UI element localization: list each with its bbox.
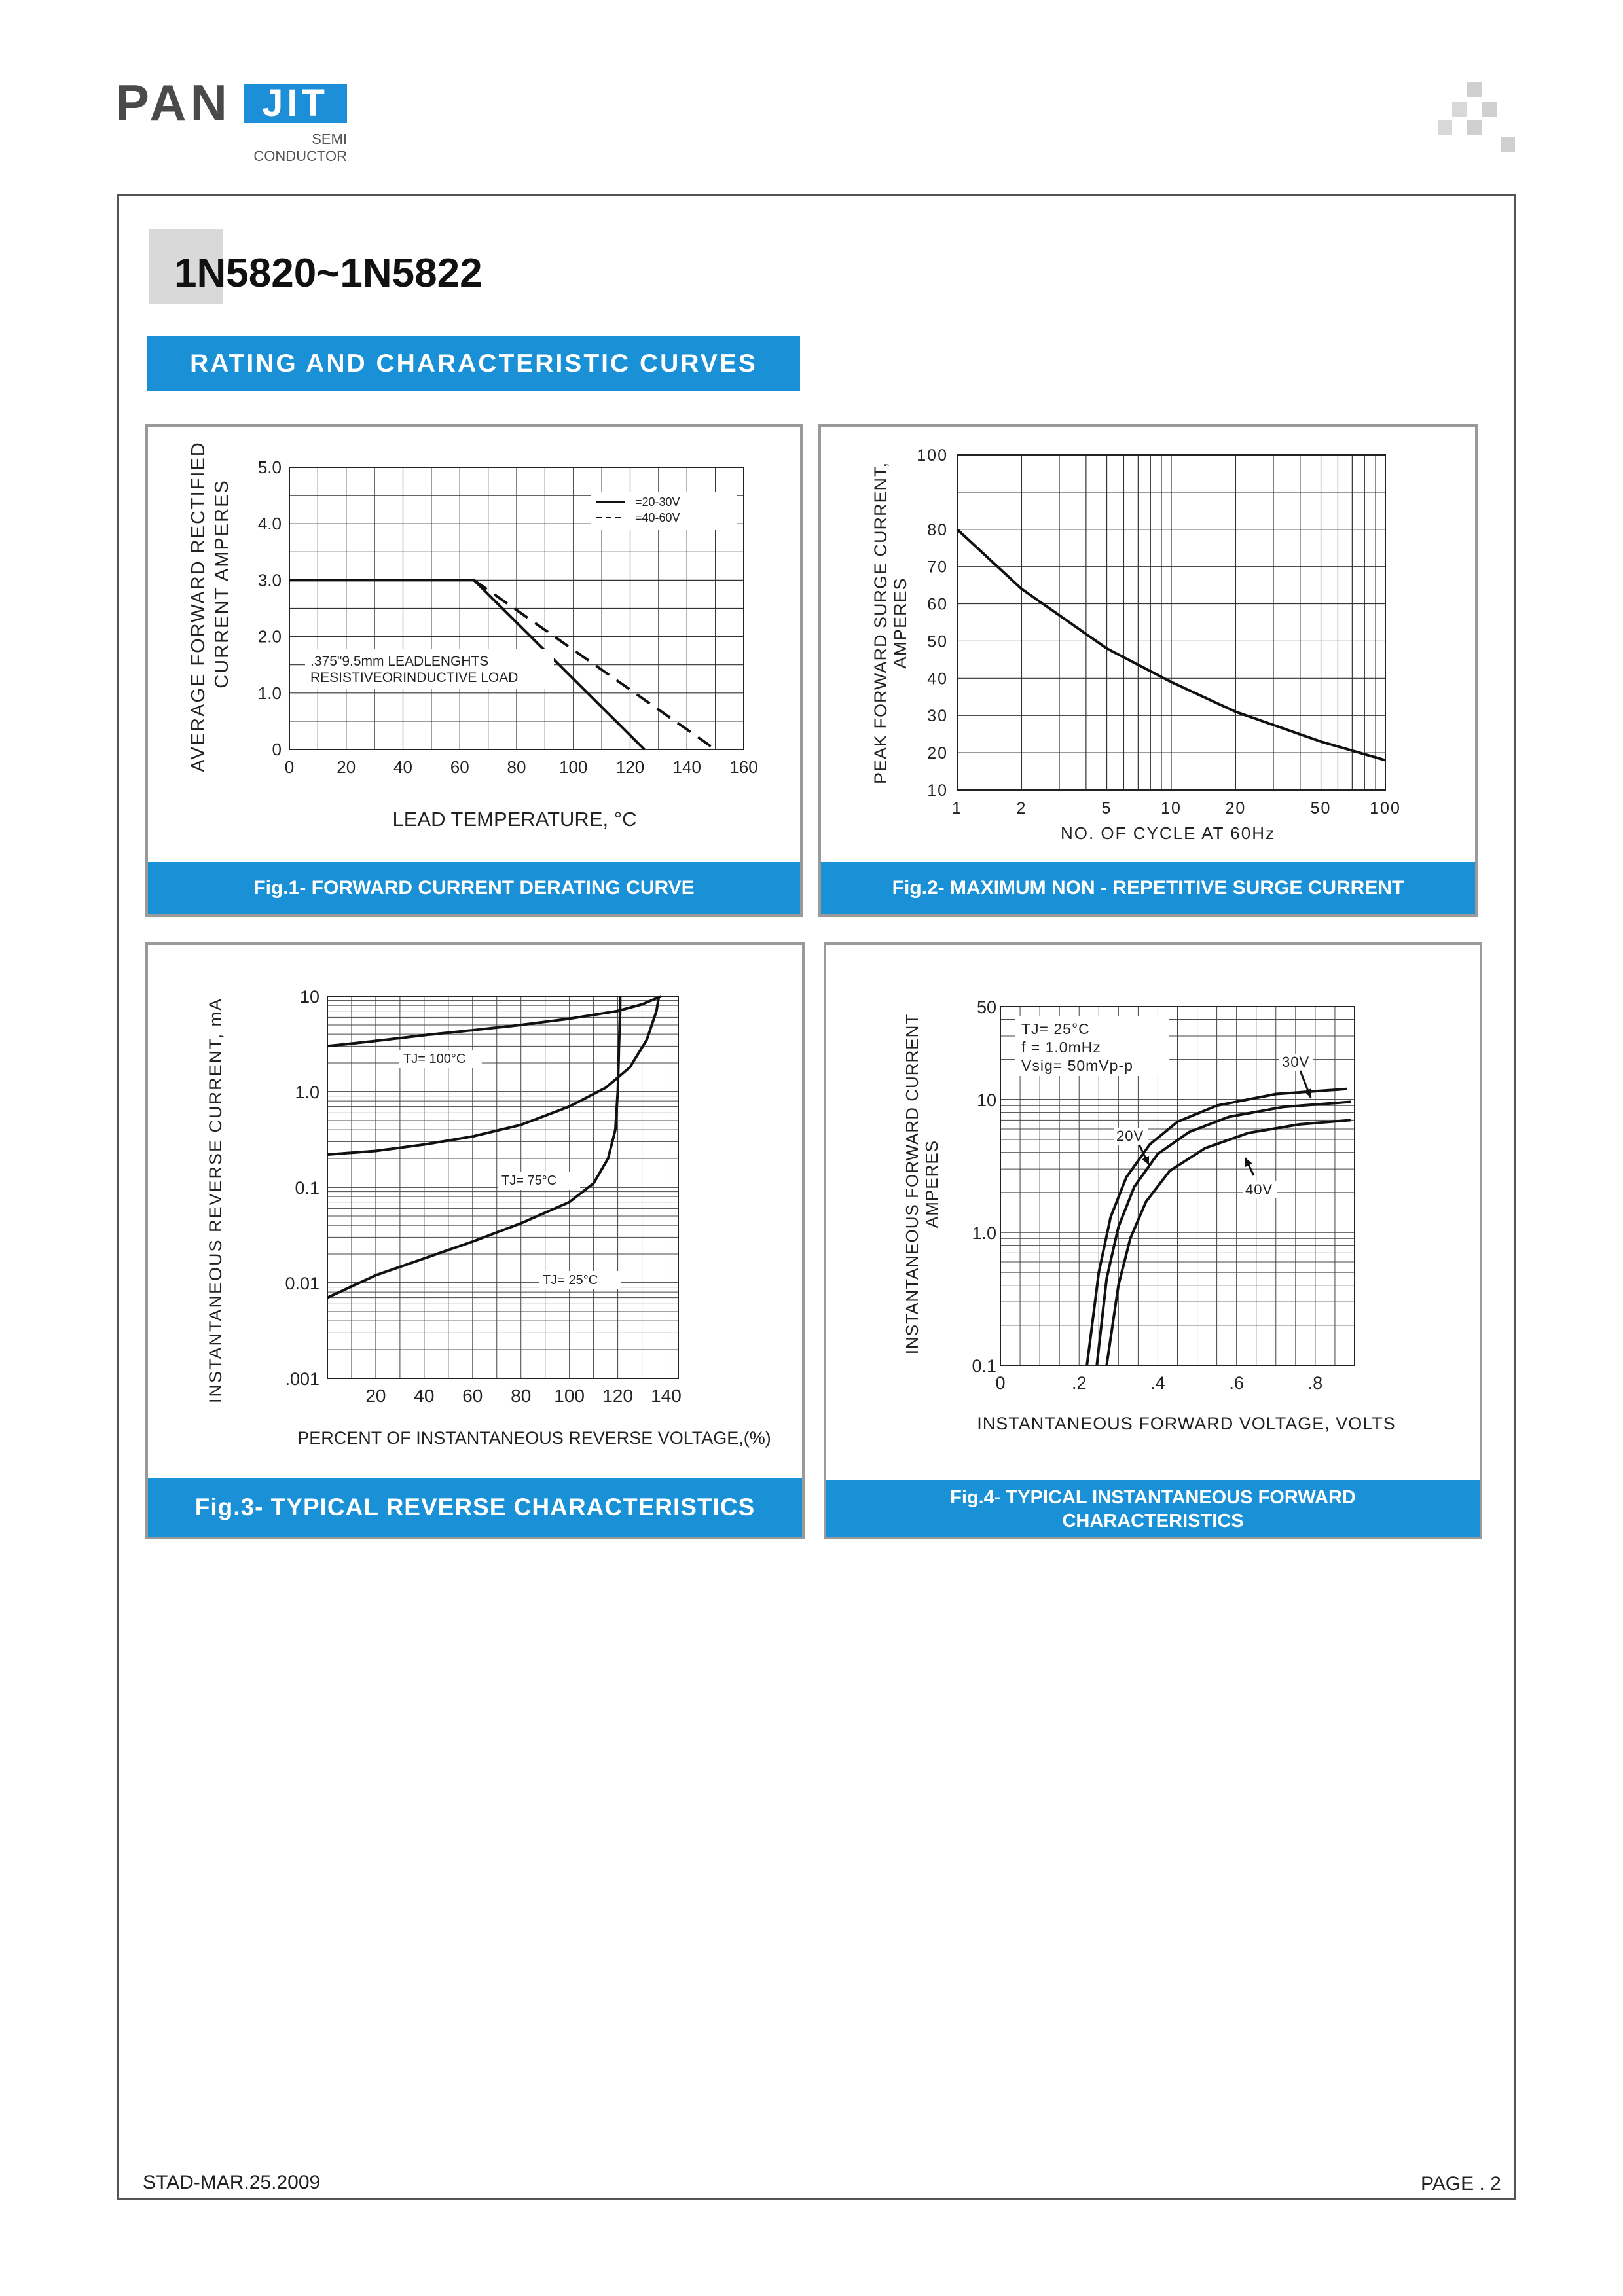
fig3-series-label: TJ= 25°C <box>543 1273 598 1287</box>
logo-subtitle <box>236 131 347 165</box>
fig2-x-tick-label: 2 <box>1016 799 1027 817</box>
fig4-chart <box>826 945 1480 1482</box>
fig3-y-axis-label: INSTANTANEOUS REVERSE CURRENT, mA <box>206 997 225 1404</box>
fig1-y-tick-label: 3.0 <box>257 570 282 590</box>
fig1-x-tick-label: 20 <box>337 757 356 777</box>
fig1-x-tick-label: 0 <box>284 757 295 777</box>
fig1-x-tick-label: 60 <box>450 757 469 777</box>
fig2-y-tick-label: 50 <box>927 632 948 651</box>
fig3-y-tick-label: 1.0 <box>295 1083 319 1102</box>
fig1-y-axis-label: AVERAGE FORWARD RECTIFIED <box>188 441 209 772</box>
fig4-caption-line2: CHARACTERISTICS <box>1062 1511 1244 1532</box>
fig1-x-tick-label: 80 <box>507 757 526 777</box>
fig1-y-tick-label: 1.0 <box>257 683 282 703</box>
fig2-x-tick-label: 100 <box>1370 799 1401 817</box>
fig3-x-axis-label: PERCENT OF INSTANTANEOUS REVERSE VOLTAGE,(%) <box>297 1428 771 1448</box>
fig2-y-tick-label: 70 <box>927 558 948 577</box>
fig1-x-axis-label: LEAD TEMPERATURE, °C <box>392 808 637 831</box>
footer-date: STAD-MAR.25.2009 <box>143 2172 321 2193</box>
fig2-y-tick-label: 10 <box>927 781 948 800</box>
fig3-y-tick-label: .001 <box>285 1369 319 1389</box>
fig4-caption-line1: Fig.4- TYPICAL INSTANTANEOUS FORWARD <box>950 1487 1356 1508</box>
fig1-annotation: RESISTIVEORINDUCTIVE LOAD <box>310 670 519 685</box>
fig3-series-line <box>327 996 661 1046</box>
fig2-x-axis-label: NO. OF CYCLE AT 60Hz <box>1060 823 1276 843</box>
footer-page: PAGE . 2 <box>1421 2173 1501 2195</box>
fig3-y-tick-label: 0.01 <box>285 1274 319 1293</box>
fig4-y-axis-label: AMPERES <box>922 1139 941 1229</box>
fig2-panel <box>818 424 1478 917</box>
fig2-y-tick-label: 20 <box>927 744 948 763</box>
logo-semi: SEMI <box>312 131 347 147</box>
fig3-x-tick-label: 40 <box>414 1386 435 1406</box>
logo-conductor: CONDUCTOR <box>253 148 347 164</box>
fig1-caption: Fig.1- FORWARD CURRENT DERATING CURVE <box>148 862 800 914</box>
fig4-series-line <box>1106 1120 1351 1365</box>
fig4-x-tick-label: 0 <box>995 1373 1006 1393</box>
fig4-y-tick-label: 1.0 <box>972 1223 996 1243</box>
fig4-condition-text: TJ= 25°C <box>1021 1020 1090 1037</box>
page-title: 1N5820~1N5822 <box>174 251 483 296</box>
fig2-y-tick-label: 60 <box>927 595 948 614</box>
fig4-y-axis-label: INSTANTANEOUS FORWARD CURRENT <box>902 1013 922 1355</box>
fig2-x-tick-label: 20 <box>1225 799 1247 817</box>
fig4-condition-text: f = 1.0mHz <box>1021 1039 1101 1056</box>
fig1-y-tick-label: 4.0 <box>257 514 282 534</box>
fig3-x-tick-label: 120 <box>602 1386 633 1406</box>
logo-jit-badge: JIT <box>244 84 347 123</box>
fig2-caption: Fig.2- MAXIMUM NON - REPETITIVE SURGE CURRENT <box>821 862 1475 914</box>
fig1-legend-label: =40-60V <box>635 511 680 524</box>
fig4-condition-text: Vsig= 50mVp-p <box>1021 1057 1133 1074</box>
fig1-x-tick-label: 40 <box>393 757 412 777</box>
fig2-y-tick-label: 30 <box>927 707 948 726</box>
fig1-y-tick-label: 0 <box>272 740 282 759</box>
fig4-x-tick-label: .2 <box>1071 1373 1087 1393</box>
fig3-x-tick-label: 140 <box>651 1386 682 1406</box>
fig4-x-tick-label: .8 <box>1307 1373 1323 1393</box>
fig2-y-axis-label: AMPERES <box>890 577 910 669</box>
fig4-y-tick-label: 0.1 <box>972 1356 996 1376</box>
fig2-x-tick-label: 10 <box>1161 799 1182 817</box>
fig3-series-line <box>327 996 659 1155</box>
fig3-y-tick-label: 0.1 <box>295 1178 319 1198</box>
fig3-x-tick-label: 100 <box>554 1386 585 1406</box>
fig2-y-tick-label: 40 <box>927 670 948 689</box>
fig1-y-axis-label: CURRENT AMPERES <box>211 479 232 689</box>
fig1-annotation: .375"9.5mm LEADLENGHTS <box>310 654 489 669</box>
fig2-y-tick-label: 100 <box>917 446 948 465</box>
fig3-series-label: TJ= 75°C <box>501 1174 557 1188</box>
fig4-series-label: 40V <box>1245 1181 1273 1198</box>
fig4-x-axis-label: INSTANTANEOUS FORWARD VOLTAGE, VOLTS <box>977 1414 1396 1433</box>
fig3-x-tick-label: 20 <box>365 1386 386 1406</box>
fig4-x-tick-label: .6 <box>1229 1373 1244 1393</box>
fig2-x-tick-label: 50 <box>1310 799 1332 817</box>
fig4-panel <box>824 942 1482 1539</box>
fig3-caption: Fig.3- TYPICAL REVERSE CHARACTERISTICS <box>148 1478 802 1537</box>
fig2-y-axis-label: PEAK FORWARD SURGE CURRENT, <box>871 461 890 785</box>
logo-pan-text: PAN <box>115 74 231 132</box>
fig3-x-tick-label: 60 <box>462 1386 483 1406</box>
fig1-x-tick-label: 140 <box>672 757 701 777</box>
fig4-series-label: 20V <box>1116 1128 1144 1144</box>
fig2-x-tick-label: 5 <box>1101 799 1112 817</box>
fig4-series-label: 30V <box>1282 1054 1310 1070</box>
fig1-x-tick-label: 120 <box>615 757 645 777</box>
fig3-panel <box>145 942 805 1539</box>
section-title: RATING AND CHARACTERISTIC CURVES <box>147 336 800 391</box>
fig1-y-tick-label: 2.0 <box>257 626 282 647</box>
fig4-caption <box>826 1480 1480 1537</box>
fig4-y-tick-label: 10 <box>976 1090 996 1110</box>
checker-pattern-icon <box>1438 82 1515 152</box>
fig3-x-tick-label: 80 <box>511 1386 532 1406</box>
fig4-y-tick-label: 50 <box>976 997 996 1017</box>
fig4-x-tick-label: .4 <box>1150 1373 1165 1393</box>
fig2-y-tick-label: 80 <box>927 520 948 539</box>
fig1-panel <box>145 424 803 917</box>
fig3-y-tick-label: 10 <box>299 987 319 1007</box>
fig1-chart <box>148 427 800 859</box>
fig1-y-tick-label: 5.0 <box>257 457 282 477</box>
fig1-x-tick-label: 100 <box>559 757 588 777</box>
fig1-legend-label: =20-30V <box>635 495 680 509</box>
fig1-x-tick-label: 160 <box>729 757 758 777</box>
fig3-series-label: TJ= 100°C <box>403 1052 466 1066</box>
fig2-chart <box>821 427 1475 859</box>
fig3-chart <box>148 945 802 1482</box>
fig2-x-tick-label: 1 <box>952 799 962 817</box>
